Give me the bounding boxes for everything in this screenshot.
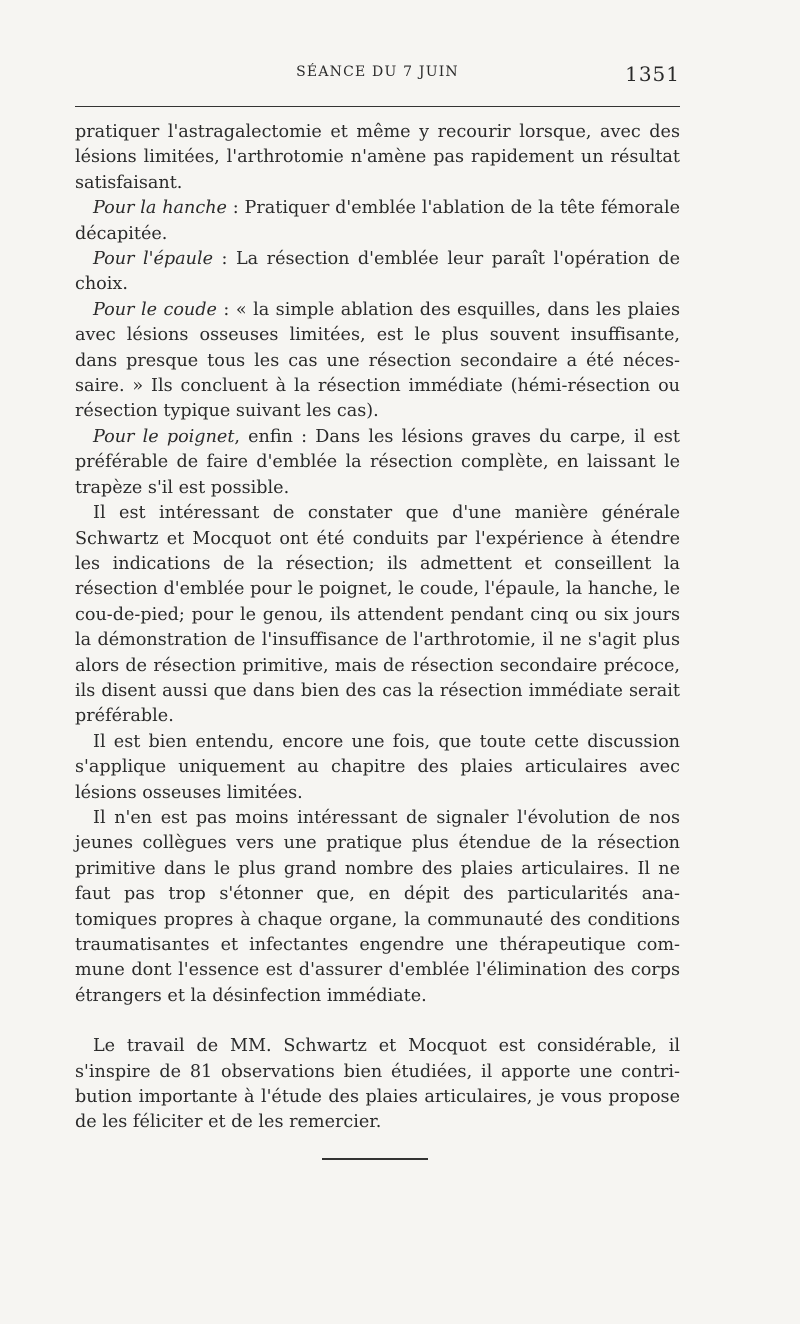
text-segment: : La résection d'emblée leur paraît l'opération de choix. (75, 249, 680, 295)
paragraph (75, 196, 680, 247)
text-segment: Il n'en est pas moins intéressant de signaler l'évolution de nos jeunes collègues vers une pratique plus étendue de la résection primitive dans le plus grand nombre des plaies articulaires. Il ne faut pas trop s'étonner que, en dépit des particularités anatomiques propres à chaque organe, la communauté des conditions traumatisantes et infectantes engendre une thérapeutique commune dont l'essence est d'assurer d'emblée l'élimination des corps étrangers et la désinfection immédiate. (75, 807, 680, 1006)
paragraph (75, 247, 680, 298)
text-segment: , enfin : Dans les lésions graves du carpe, il est préférable de faire d'emblée la résection complète, en laissant le trapèze s'il est possible. (75, 426, 680, 498)
page-number: 1351 (625, 62, 680, 86)
text-segment: pratiquer l'astragalectomie et même y recourir lorsque, avec des lésions limitées, l'arthrotomie n'amène pas rapidement un résultat satisfaisant. (75, 122, 680, 193)
text-segment: : « la simple ablation des esquilles, dans les plaies avec lésions osseuses limitées, est le plus souvent insuffisante, dans presque tous les cas une résection secondaire a été nécessaire. » Ils concluent à la résection immédiate (hémi-résection ou résection typique suivant les cas). (75, 299, 680, 422)
running-head: SÉANCE DU 7 JUIN (296, 64, 459, 80)
text-segment: Le travail de MM. Schwartz et Mocquot est considérable, il s'inspire de 81 observations bien étudiées, il apporte une contribution importante à l'étude des plaies articulaires, je vous propose de les féliciter et de les remercier. (75, 1036, 680, 1133)
paragraph (75, 298, 680, 425)
paragraph (75, 730, 680, 806)
end-rule (322, 1158, 428, 1160)
paragraph (75, 120, 680, 196)
text-segment: Il est intéressant de constater que d'une manière générale Schwartz et Mocquot ont été conduits par l'expérience à étendre les indications de la résection; ils admettent et conseillent la résection d'emblée pour le poignet, le coude, l'épaule, la hanche, le cou-de-pied; pour le genou, ils attendent pendant cinq ou six jours la démonstration de l'insuffisance de l'arthrotomie, il ne s'agit plus alors de résection primitive, mais de résection secondaire précoce, ils disent aussi que dans bien des cas la résection immédiate serait préférable. (75, 503, 680, 727)
paragraph (75, 425, 680, 501)
text-segment: : Pratiquer d'emblée l'ablation de la tête fémorale décapitée. (75, 198, 680, 244)
italic-heading: Pour le coude (93, 299, 217, 320)
body-text (75, 120, 680, 1136)
header-rule (75, 106, 680, 107)
paragraph (75, 806, 680, 1009)
paragraph (75, 1034, 680, 1136)
italic-heading: Pour le poignet (93, 426, 235, 447)
page-header (75, 62, 680, 90)
paragraph (75, 501, 680, 730)
italic-heading: Pour la hanche (93, 198, 227, 219)
text-segment: Il est bien entendu, encore une fois, que toute cette discussion s'applique uniquement au chapitre des plaies articulaires avec lésions osseuses limitées. (75, 731, 680, 803)
italic-heading: Pour l'épaule (93, 249, 213, 270)
